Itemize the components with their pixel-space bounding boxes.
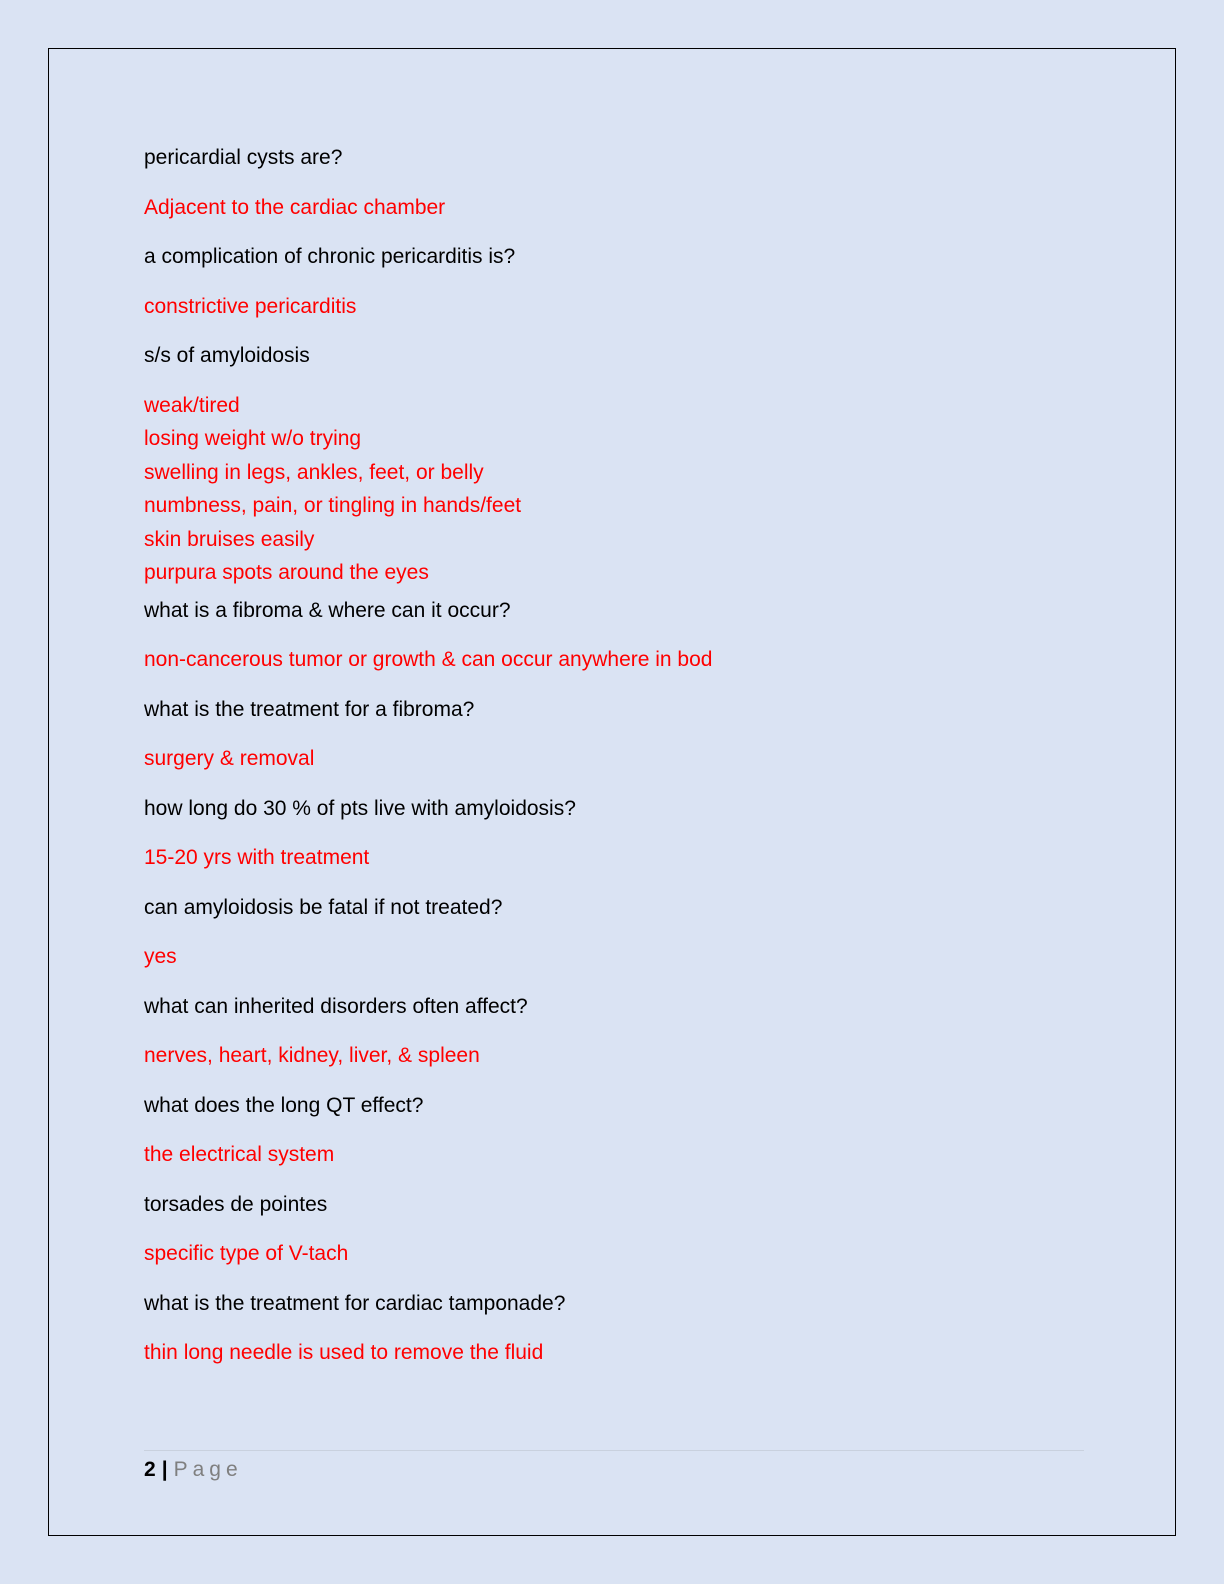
answer-8: nerves, heart, kidney, liver, & spleen xyxy=(144,1044,480,1067)
answer-5: surgery & removal xyxy=(144,747,315,770)
question-8: what can inherited disorders often affect? xyxy=(144,994,528,1018)
answer-3-item: skin bruises easily xyxy=(144,527,315,551)
page-footer xyxy=(144,1456,243,1484)
question-3: s/s of amyloidosis xyxy=(144,344,310,367)
answer-6: 15-20 yrs with treatment xyxy=(144,846,370,869)
footer-divider xyxy=(144,1450,1084,1451)
page-number: 2 xyxy=(144,1458,156,1481)
answer-1: Adjacent to the cardiac chamber xyxy=(144,195,446,219)
question-10: torsades de pointes xyxy=(144,1192,328,1216)
answer-3-item: swelling in legs, ankles, feet, or belly xyxy=(144,460,484,484)
question-7: can amyloidosis be fatal if not treated? xyxy=(144,895,503,919)
answer-3-item: numbness, pain, or tingling in hands/feet xyxy=(144,494,522,517)
answer-3-item: purpura spots around the eyes xyxy=(144,561,429,584)
question-5: what is the treatment for a fibroma? xyxy=(144,697,475,721)
question-4: what is a fibroma & where can it occur? xyxy=(144,598,511,622)
document-body xyxy=(144,141,1084,1386)
answer-7: yes xyxy=(144,945,177,968)
page-separator: | xyxy=(161,1458,168,1481)
question-11: what is the treatment for cardiac tamponade? xyxy=(144,1291,566,1315)
answer-11: thin long needle is used to remove the fluid xyxy=(144,1341,544,1364)
answer-3-list xyxy=(144,389,1084,590)
question-2: a complication of chronic pericarditis is? xyxy=(144,245,516,268)
answer-3-item: weak/tired xyxy=(144,393,240,417)
question-9: what does the long QT effect? xyxy=(144,1093,424,1117)
question-1: pericardial cysts are? xyxy=(144,146,343,169)
answer-3-item: losing weight w/o trying xyxy=(144,427,362,450)
answer-4: non-cancerous tumor or growth & can occur anywhere in bod xyxy=(144,648,713,671)
answer-9: the electrical system xyxy=(144,1143,335,1166)
answer-2: constrictive pericarditis xyxy=(144,294,357,318)
answer-10: specific type of V-tach xyxy=(144,1242,349,1265)
page-label: Page xyxy=(173,1458,243,1481)
question-6: how long do 30 % of pts live with amyloidosis? xyxy=(144,796,576,820)
